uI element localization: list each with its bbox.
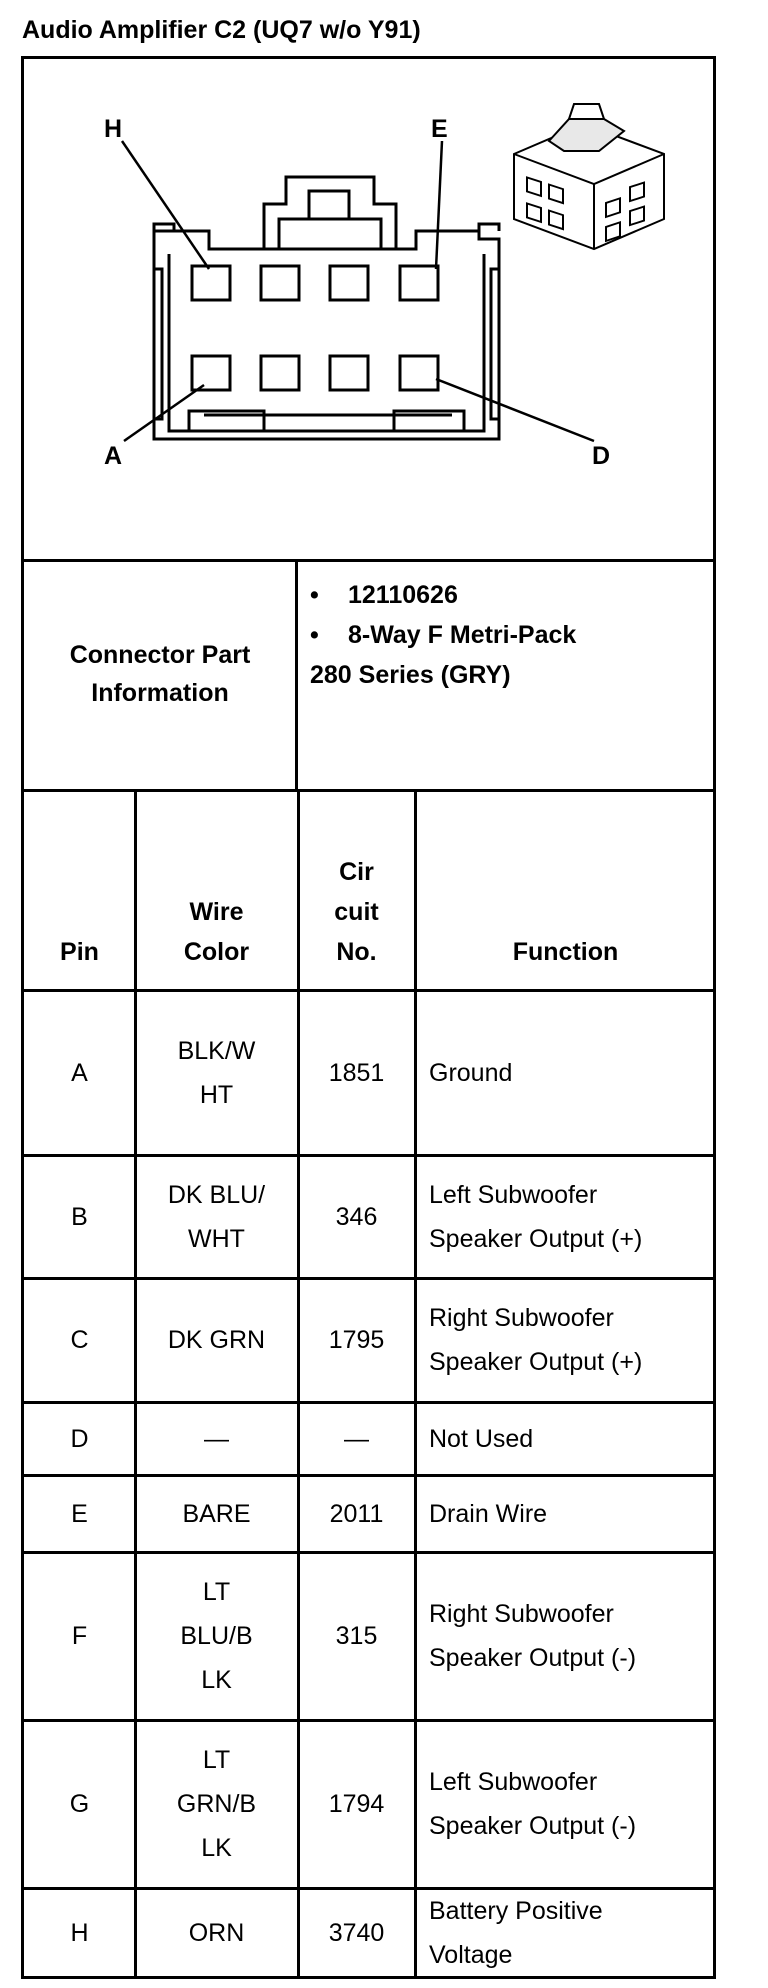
wire-color-cell: DK BLU/ WHT — [167, 1180, 266, 1253]
cavity-G — [261, 266, 299, 300]
wire-color-cell: LT GRN/B LK — [176, 1746, 257, 1862]
pin-cell: A — [71, 1058, 88, 1087]
cavity-A — [192, 356, 230, 390]
wire-color-cell: ORN — [188, 1919, 245, 1947]
function-cell: Left Subwoofer Speaker Output (+) — [429, 1180, 643, 1253]
connector-series: 280 Series (GRY) — [310, 661, 511, 689]
callout-E: E — [431, 115, 448, 143]
circuit-cell: 3740 — [328, 1919, 385, 1947]
pin-cell: H — [70, 1919, 89, 1947]
wire-color-cell: — — [204, 1424, 229, 1453]
function-cell: Right Subwoofer Speaker Output (-) — [429, 1600, 637, 1672]
circuit-cell: 315 — [335, 1622, 378, 1650]
connector-face-diagram — [24, 59, 713, 559]
header-circuit-no: Cir cuit No. — [334, 858, 379, 966]
callout-A: A — [104, 442, 123, 470]
pin-cell: G — [69, 1790, 90, 1818]
pin-cell: E — [71, 1499, 88, 1528]
function-cell: Battery Positive Voltage — [429, 1897, 603, 1969]
circuit-cell: 1795 — [328, 1326, 385, 1354]
function-cell: Not Used — [429, 1424, 534, 1453]
cavity-B — [261, 356, 299, 390]
function-cell: Drain Wire — [429, 1499, 548, 1528]
function-cell: Right Subwoofer Speaker Output (+) — [429, 1304, 643, 1376]
header-wire-color: Wire Color — [183, 898, 250, 966]
cavity-H — [192, 266, 230, 300]
header-function: Function — [512, 938, 619, 966]
wire-color-cell: BLK/W HT — [177, 1036, 256, 1109]
pin-cell: C — [70, 1326, 89, 1354]
pin-cell: F — [71, 1622, 88, 1650]
connector-type: 8-Way F Metri-Pack — [348, 621, 577, 649]
circuit-cell: 1794 — [328, 1790, 385, 1818]
callout-H: H — [104, 115, 123, 143]
wire-color-cell: BARE — [182, 1499, 251, 1528]
cavity-D — [400, 356, 438, 390]
header-pin: Pin — [60, 938, 99, 966]
cavity-E — [400, 266, 438, 300]
connector-info-details: • 12110626 • 8-Way F Metri-Pack 280 Series (GRY) — [310, 581, 577, 689]
function-cell: Ground — [429, 1058, 513, 1087]
circuit-cell: — — [344, 1424, 369, 1453]
connector-isometric-thumbnail — [514, 104, 664, 249]
wire-color-cell: LT BLU/B LK — [180, 1578, 253, 1694]
function-cell: Left Subwoofer Speaker Output (-) — [429, 1768, 637, 1840]
circuit-cell: 346 — [335, 1202, 378, 1231]
page-title: Audio Amplifier C2 (UQ7 w/o Y91) — [22, 16, 421, 44]
part-number: 12110626 — [348, 581, 458, 609]
circuit-cell: 2011 — [329, 1499, 384, 1528]
circuit-cell: 1851 — [328, 1058, 385, 1087]
connector-info-label: Connector Part Information — [69, 641, 251, 707]
cavity-C — [330, 356, 368, 390]
pin-cell: B — [71, 1202, 88, 1231]
wire-color-cell: DK GRN — [167, 1326, 266, 1354]
callout-D: D — [592, 442, 611, 470]
cavity-F — [330, 266, 368, 300]
connector-diagram-panel — [21, 56, 716, 562]
pin-cell: D — [70, 1424, 89, 1453]
